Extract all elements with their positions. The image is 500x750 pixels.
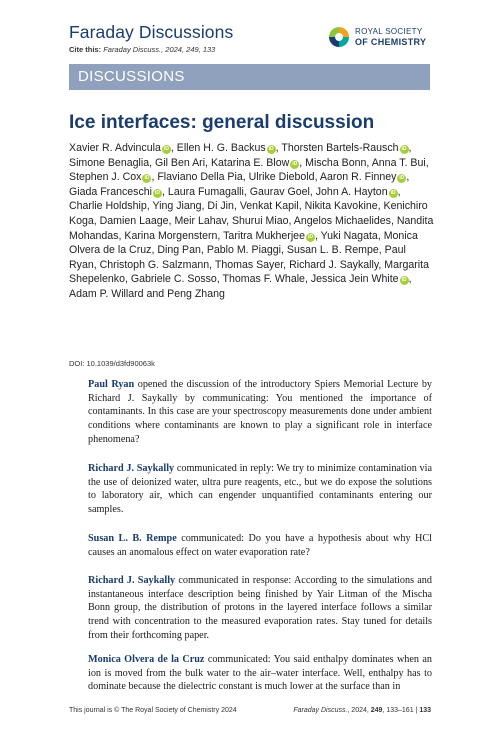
journal-name: Faraday Discussions — [69, 22, 234, 42]
author-name[interactable]: Laura Fumagalli — [167, 185, 244, 198]
author-name[interactable]: Gabriele C. Sosso — [130, 273, 217, 286]
author-name[interactable]: Adam P. Willard — [69, 287, 144, 300]
author-name[interactable]: Ying Jiang — [152, 200, 202, 213]
discussion-paragraph — [88, 574, 432, 643]
author-name[interactable]: Yuki Nagata — [320, 229, 378, 242]
orcid-icon[interactable]: iD — [399, 175, 405, 182]
author-name[interactable]: Damien Laage — [99, 214, 169, 227]
author-name[interactable]: Giada Franceschi — [69, 185, 153, 198]
author-name[interactable]: Peng Zhang — [167, 287, 225, 300]
footer-pages: , 133–161 | — [382, 707, 420, 714]
orcid-icon[interactable]: iD — [292, 160, 298, 167]
author-name[interactable]: Di Jin — [207, 200, 234, 213]
author-name[interactable]: Thorsten Bartels-Rausch — [281, 142, 399, 154]
speaker-name[interactable]: Paul Ryan — [88, 379, 135, 390]
orcid-icon[interactable]: iD — [163, 146, 169, 152]
author-name[interactable]: Monica Olvera de la Cruz — [69, 229, 418, 257]
author-name[interactable]: Simone Benaglia — [69, 156, 150, 169]
author-name[interactable]: Margarita Shepelenko — [69, 258, 429, 286]
author-name[interactable]: Susan L. B. Rempe — [286, 244, 379, 257]
author-name[interactable]: Nikita Kavokine — [304, 200, 378, 213]
author-name[interactable]: Mischa Bonn — [305, 156, 367, 169]
speaker-name[interactable]: Richard J. Saykally — [88, 463, 175, 474]
author-name[interactable]: Shurui Miao — [231, 214, 289, 227]
speaker-name[interactable]: Monica Olvera de la Cruz — [88, 654, 205, 665]
footer-year: , 2024, — [347, 707, 371, 714]
rsc-emblem-icon — [328, 26, 350, 48]
page-number: 133 — [419, 707, 431, 714]
section-banner — [69, 64, 430, 90]
orcid-icon[interactable]: iD — [401, 277, 407, 284]
author-name[interactable]: Taritra Mukherjee — [223, 229, 305, 242]
orcid-icon[interactable]: iD — [268, 146, 274, 152]
author-name[interactable]: Flaviano Della Pia — [157, 171, 243, 184]
paragraph-text: communicated: Do you have a hypothesis about why HCl causes an anomalous effect on water evaporation rate? — [88, 533, 432, 558]
author-name[interactable]: Gaurav Goel — [249, 185, 310, 198]
orcid-icon[interactable]: iD — [307, 233, 313, 240]
orcid-icon[interactable]: iD — [144, 175, 150, 182]
doi-link[interactable]: DOI: 10.1039/d3fd90063k — [69, 359, 155, 368]
section-label: DISCUSSIONS — [78, 68, 185, 85]
orcid-icon[interactable]: iD — [155, 189, 161, 196]
author-name[interactable]: Karina Morgenstern — [124, 229, 218, 242]
discussion-paragraph — [88, 378, 432, 447]
author-name[interactable]: Gil Ben Ari — [155, 156, 206, 169]
speaker-name[interactable]: Susan L. B. Rempe — [88, 533, 177, 544]
publisher-logo[interactable] — [328, 26, 426, 48]
paragraph-text: communicated in reply: We try to minimize contamination via the use of deionized water, ultra pure reagents, etc., but we do expose the solutions to laboratory air, which can engender unquantified contaminants entering our samples. — [88, 463, 432, 516]
publisher-line-2: OF CHEMISTRY — [355, 37, 427, 47]
paragraph-text: communicated: You said enthalpy dominates when an ion is moved from the bulk water to the air–water interface. Well, enthalpy has to dominate because the dielectric constant is much lower at the surface than in — [88, 654, 433, 693]
speaker-name[interactable]: Richard J. Saykally — [88, 575, 176, 586]
author-name[interactable]: Meir Lahav — [174, 214, 227, 227]
paragraph-text: communicated in response: According to the simulations and instantaneous interface description being finished by Yair Litman of the Mischa Bonn group, the distribution of protons in the layered interface follows a similar trend with concentration to the measured evaporation rates. Stay tuned for details from their forthcoming paper. — [88, 575, 432, 641]
author-name[interactable]: Ding Pan — [157, 244, 201, 257]
author-list: Xavier R. Advincula iD , Ellen H. G. Backus iD , Thorsten Bartels-Rausch iD , Simone Benaglia, Gil Ben Ari, Katarina E. Blow iD , Mischa Bonn, Anna T. Bui, Stephen J. Cox iD , Flaviano Della Pia, Ulrike Diebold, Aaron R. Finney iD , Giada Franceschi iD , Laura Fumagalli, Gaurav Goel, John A. Hayton iD , Charlie Holdship, Ying Jiang, Di Jin, Venkat Kapil, Nikita Kavokine, Kenichiro Koga, Damien Laage, Meir Lahav, Shurui Miao, Angelos Michaelides, Nandita Mohandas, Karina Morgenstern, Taritra Mukherjee iD , Yuki Nagata, Monica Olvera de la Cruz, Ding Pan, Pablo M. Piaggi, Susan L. B. Rempe, Paul Ryan, Christoph G. Salzmann, Thomas Sayer, Richard J. Saykally, Margarita Shepelenko, Gabriele C. Sosso, Thomas F. Whale, Jessica Jein White iD , Adam P. Willard and Peng Zhang — [69, 142, 434, 300]
discussion-paragraph — [88, 462, 432, 517]
paragraph-text: opened the discussion of the introductory Spiers Memorial Lecture by Richard J. Saykally by communicating: You mentioned the importance of contaminants. In this case are your spectroscopy measurements done under ambient conditions where contaminants are known to play a significant role in interface phenomena? — [88, 379, 433, 445]
orcid-icon[interactable]: iD — [390, 189, 396, 196]
cite-text: Faraday Discuss., 2024, 249, 133 — [103, 45, 216, 54]
author-name[interactable]: Kenichiro Koga — [69, 200, 428, 227]
cite-label: Cite this: — [69, 45, 102, 54]
author-name[interactable]: Christoph G. Salzmann — [99, 258, 210, 271]
author-name[interactable]: Nandita Mohandas — [69, 214, 434, 242]
author-name[interactable]: Katarina E. Blow — [210, 156, 290, 169]
author-name[interactable]: Xavier R. Advincula — [69, 142, 161, 154]
author-name[interactable]: Aaron R. Finney — [319, 171, 397, 184]
footer-journal: Faraday Discuss. — [293, 707, 348, 714]
author-name[interactable]: Thomas Sayer — [214, 258, 284, 271]
author-name[interactable]: Stephen J. Cox — [69, 171, 142, 184]
author-name[interactable]: Angelos Michaelides — [293, 214, 391, 227]
citation-line — [69, 45, 215, 54]
author-name[interactable]: Ulrike Diebold — [248, 171, 315, 184]
article-title: Ice interfaces: general discussion — [69, 112, 375, 133]
author-name[interactable]: Thomas F. Whale — [222, 273, 305, 286]
page-footer — [69, 707, 431, 714]
author-name[interactable]: Venkat Kapil — [239, 200, 299, 213]
author-name[interactable]: John A. Hayton — [315, 185, 388, 198]
author-name[interactable]: Richard J. Saykally — [289, 258, 379, 271]
publisher-name — [355, 27, 426, 47]
author-name[interactable]: Anna T. Bui — [371, 156, 426, 169]
author-name[interactable]: Jessica Jein White — [310, 273, 399, 286]
author-name[interactable]: Paul Ryan — [69, 244, 406, 271]
discussion-paragraph — [88, 532, 432, 559]
footer-volume: 249 — [370, 707, 383, 714]
publisher-line-1: ROYAL SOCIETY — [355, 27, 423, 36]
author-name[interactable]: Pablo M. Piaggi — [206, 244, 282, 257]
discussion-paragraph — [88, 653, 432, 694]
author-name[interactable]: Charlie Holdship — [69, 200, 147, 213]
footer-citation — [293, 707, 431, 714]
orcid-icon[interactable]: iD — [401, 146, 407, 152]
author-name[interactable]: Ellen H. G. Backus — [176, 142, 266, 154]
copyright-text: This journal is © The Royal Society of Chemistry 2024 — [69, 707, 237, 714]
